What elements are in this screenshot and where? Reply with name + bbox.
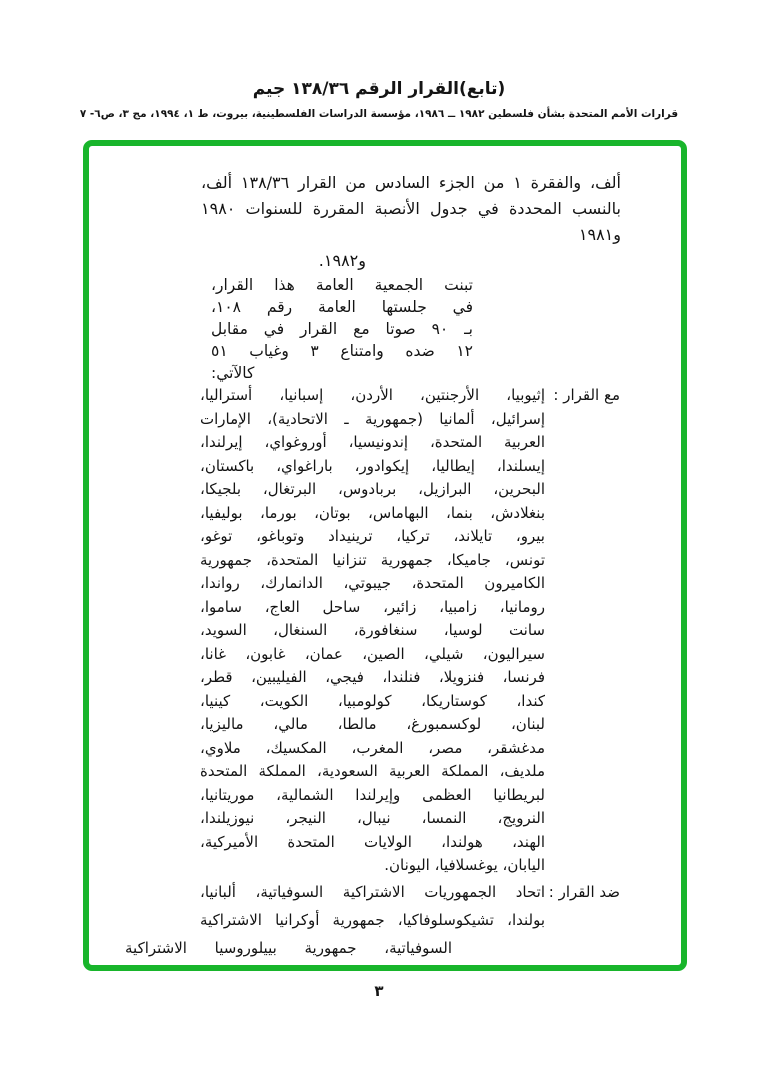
votes-against-section bbox=[125, 878, 620, 962]
page-header bbox=[0, 78, 758, 121]
adoption-statement-paragraph bbox=[211, 274, 473, 384]
country-list-line: الهند، هولندا، الولايات المتحدة الأميركية، bbox=[200, 832, 545, 851]
country-list-line: مدغشقر، مصر، المغرب، المكسيك، ملاوي، bbox=[200, 738, 545, 757]
votes-against-country-list bbox=[125, 878, 545, 962]
country-list-line: إثيوبيا، الأرجنتين، الأردن، إسبانيا، أستراليا، bbox=[200, 386, 545, 404]
country-list-line: فرنسا، فنزويلا، فنلندا، فيجي، الفيليبين، قطر، bbox=[200, 668, 545, 686]
country-list-line: رومانيا، زامبيا، زائير، ساحل العاج، ساموا، bbox=[200, 597, 545, 616]
country-list-line: العربية المتحدة، إندونيسيا، أوروغواي، إيرلندا، bbox=[200, 433, 545, 451]
votes-in-favour-section bbox=[200, 384, 620, 878]
country-list-line: سانت لوسيا، سنغافورة، السنغال، السويد، bbox=[200, 621, 545, 639]
country-list-line: إيسلندا، إيطاليا، إيكوادور، باراغواي، باكستان، bbox=[200, 456, 545, 475]
resolution-text-box bbox=[83, 140, 687, 971]
paragraph-line: و١٩٨٢. bbox=[318, 251, 366, 270]
country-list-line: اتحاد الجمهوريات الاشتراكية السوفياتية، ألبانيا، bbox=[200, 882, 545, 901]
country-list-line: الكاميرون المتحدة، جيبوتي، الدانمارك، رواندا، bbox=[200, 574, 545, 592]
country-list-line: البحرين، البرازيل، بربادوس، البرتغال، بلجيكا، bbox=[200, 480, 545, 498]
votes-against-label: ضد القرار : bbox=[548, 882, 620, 901]
country-list-line: كندا، كوستاريكا، كولومبيا، الكويت، كينيا، bbox=[200, 691, 545, 710]
votes-in-favour-label: مع القرار : bbox=[553, 386, 620, 404]
paragraph-line: بالنسب المحددة في جدول الأنصبة المقررة للسنوات ١٩٨٠ و١٩٨١ bbox=[201, 199, 621, 244]
paragraph-line: بـ ٩٠ صوتا مع القرار في مقابل bbox=[211, 320, 473, 338]
resolution-continuation-paragraph bbox=[201, 170, 621, 274]
country-list-line: اليابان، يوغسلافيا، اليونان. bbox=[384, 856, 545, 874]
paragraph-line: كالآتي: bbox=[211, 364, 255, 382]
paragraph-line: ١٢ ضده وامتناع ٣ وغياب ٥١ bbox=[211, 342, 473, 360]
country-list-line: النرويج، النمسا، نيبال، النيجر، نيوزيلندا، bbox=[200, 809, 545, 827]
country-list-line: إسرائيل، ألمانيا (جمهورية ـ الاتحادية)، الإمارات bbox=[200, 409, 545, 428]
page-number: ٣ bbox=[374, 982, 384, 1000]
country-list-line: بنغلادش، بنما، البهاماس، بوتان، بورما، بوليفيا، bbox=[200, 503, 545, 522]
country-list-line: بولندا، تشيكوسلوفاكيا، جمهورية أوكرانيا الاشتراكية bbox=[200, 910, 545, 929]
document-title: (تابع)القرار الرقم ١٣٨/٣٦ جيم bbox=[252, 79, 506, 99]
document-source-line: قرارات الأمم المتحدة بشأن فلسطين ١٩٨٢ ــ ١٩٨٦، مؤسسة الدراسات الفلسطينية، بيروت، ط ١، ١٩٩٤، مج ٣، ص٦- ٧ bbox=[79, 108, 679, 120]
country-list-line: سيراليون، شيلي، الصين، عمان، غابون، غانا، bbox=[200, 644, 545, 663]
country-list-line: لبريطانيا العظمى وإيرلندا الشمالية، موريتانيا، bbox=[200, 785, 545, 804]
paragraph-line: في جلستها العامة رقم ١٠٨، bbox=[211, 298, 473, 316]
country-list-line: ملديف، المملكة العربية السعودية، المملكة المتحدة bbox=[200, 762, 545, 780]
country-list-line: بيرو، تايلاند، تركيا، ترينيداد وتوباغو، توغو، bbox=[200, 527, 545, 545]
votes-in-favour-country-list bbox=[200, 384, 545, 878]
country-list-line: السوفياتية، جمهورية بييلوروسيا الاشتراكية bbox=[125, 938, 452, 957]
country-list-line: لبنان، لوكسمبورغ، مالطا، مالي، ماليزيا، bbox=[200, 715, 545, 733]
paragraph-line: ألف، والفقرة ١ من الجزء السادس من القرار ١٣٨/٣٦ ألف، bbox=[201, 173, 621, 192]
country-list-line: تونس، جاميكا، جمهورية تنزانيا المتحدة، جمهورية bbox=[200, 550, 545, 569]
paragraph-line: تبنت الجمعية العامة هذا القرار، bbox=[211, 276, 473, 294]
